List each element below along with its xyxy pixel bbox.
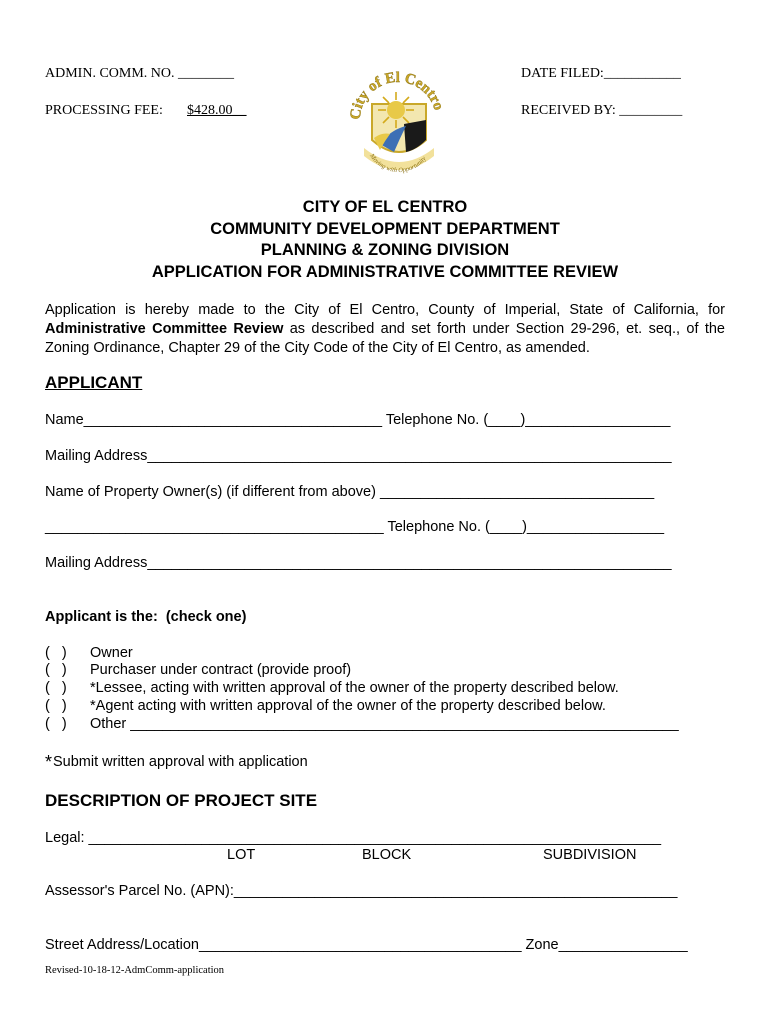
title-application: APPLICATION FOR ADMINISTRATIVE COMMITTEE REVIEW <box>151 263 619 281</box>
processing-fee-value: $428.00__ <box>187 103 247 118</box>
city-seal-logo <box>350 60 446 176</box>
title-city: CITY OF EL CENTRO <box>302 198 468 216</box>
other-checkbox[interactable]: ( ) <box>45 716 67 732</box>
received-by-field[interactable]: RECEIVED BY: _________ <box>521 103 683 118</box>
title-department: COMMUNITY DEVELOPMENT DEPARTMENT <box>210 220 560 238</box>
agent-checkbox[interactable]: ( ) <box>45 698 67 714</box>
intro-bold-term: Administrative Committee Review <box>45 321 284 337</box>
intro-line-2-rest: as described and set forth under Section 29-296, et. seq., of the <box>283 321 725 337</box>
owner-mailing-address-field[interactable]: Mailing Address_________________________________________________________________ <box>45 555 672 571</box>
property-owner-name-field[interactable]: Name of Property Owner(s) (if different from above) __________________________________ <box>45 484 655 500</box>
option-purchaser: Purchaser under contract (provide proof) <box>90 662 352 678</box>
intro-line-1: Application is hereby made to the City of El Centro, County of Imperial, State of California, for <box>45 302 725 318</box>
date-filed-field[interactable]: DATE FILED:___________ <box>521 66 681 81</box>
note-asterisk: * <box>45 752 53 772</box>
lessee-checkbox[interactable]: ( ) <box>45 680 67 696</box>
written-approval-note: Submit written approval with application <box>53 754 308 770</box>
title-division: PLANNING & ZONING DIVISION <box>260 241 510 259</box>
applicant-mailing-address-field[interactable]: Mailing Address_________________________________________________________________ <box>45 448 672 464</box>
logo-text-top: ity of El Centro <box>350 69 446 113</box>
logo-text-bottom: Moving with Opportunity <box>368 152 428 175</box>
intro-paragraph <box>45 301 725 358</box>
subdivision-label: SUBDIVISION <box>543 847 637 863</box>
applicant-heading: APPLICANT <box>45 373 143 392</box>
lot-label: LOT <box>227 847 256 863</box>
option-other-field[interactable]: Other ____________________________________________________________________ <box>90 716 679 732</box>
admin-comm-no-field[interactable]: ADMIN. COMM. NO. ________ <box>45 66 235 81</box>
intro-line-3: Zoning Ordinance, Chapter 29 of the City Code of the City of El Centro, as amended. <box>45 340 590 356</box>
purchaser-checkbox[interactable]: ( ) <box>45 662 67 678</box>
revision-footer: Revised-10-18-12-AdmComm-application <box>45 965 225 976</box>
check-one-heading: Applicant is the: (check one) <box>45 609 247 625</box>
project-site-heading: DESCRIPTION OF PROJECT SITE <box>45 791 318 810</box>
block-label: BLOCK <box>362 847 412 863</box>
applicant-name-field[interactable]: Name_____________________________________ Telephone No. (____)__________________ <box>45 412 671 428</box>
option-agent: *Agent acting with written approval of the owner of the property described below. <box>90 698 606 714</box>
apn-field[interactable]: Assessor's Parcel No. (APN):_______________________________________________________ <box>45 883 678 899</box>
property-owner-telephone-field[interactable]: __________________________________________ Telephone No. (____)_________________ <box>45 519 665 535</box>
street-address-zone-field[interactable]: Street Address/Location________________________________________ Zone________________ <box>45 937 688 953</box>
option-owner: Owner <box>90 645 133 661</box>
processing-fee-label: PROCESSING FEE: <box>45 103 163 118</box>
intro-line-2 <box>45 320 725 339</box>
option-lessee: *Lessee, acting with written approval of the owner of the property described below. <box>90 680 619 696</box>
owner-checkbox[interactable]: ( ) <box>45 645 67 661</box>
legal-description-field[interactable]: Legal: _______________________________________________________________________ <box>45 830 662 846</box>
